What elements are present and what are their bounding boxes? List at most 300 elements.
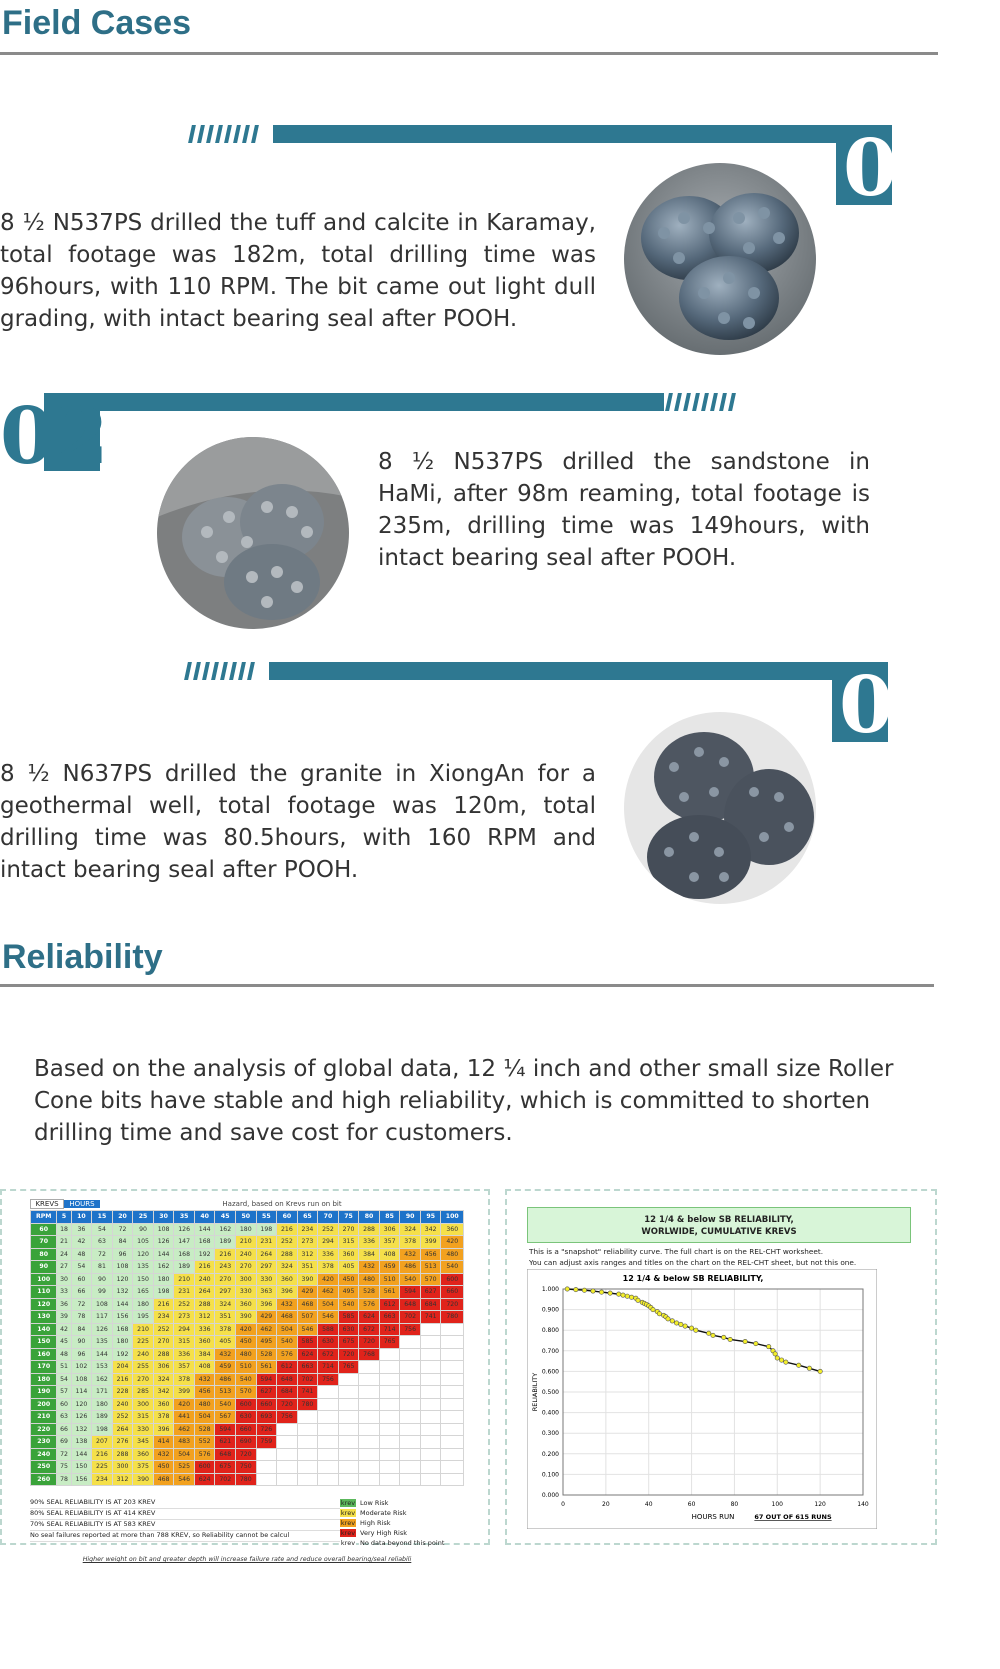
y-tick-label: 0.000 — [541, 1492, 559, 1499]
hazard-cell: 456 — [194, 1386, 215, 1399]
hazard-cell — [256, 1448, 277, 1461]
hazard-row — [31, 1386, 464, 1399]
hazard-cell: 363 — [256, 1286, 277, 1299]
rpm-cell: 80 — [31, 1248, 57, 1261]
hazard-cell: 648 — [215, 1448, 236, 1461]
hazard-row — [31, 1336, 464, 1349]
hazard-cell — [379, 1461, 400, 1474]
hazard-cell: 714 — [379, 1323, 400, 1336]
hazard-cell: 624 — [194, 1473, 215, 1486]
field-cases-title: Field Cases — [2, 4, 191, 42]
hazard-row — [31, 1461, 464, 1474]
legend-label: Low Risk — [360, 1499, 389, 1507]
hazard-cell: 171 — [92, 1386, 113, 1399]
x-axis-label: HOURS RUN — [691, 1513, 735, 1521]
case-2-bit-photo — [157, 437, 349, 629]
hazard-cell: 162 — [215, 1223, 236, 1236]
hazard-cell: 495 — [256, 1336, 277, 1349]
hazard-cell: 180 — [236, 1223, 257, 1236]
case-3-text: 8 ½ N637PS drilled the granite in XiongAn for a geothermal well, total footage was 120m, total drilling time was 80.5hours, with 160 RPM and intact bearing seal after POOH. — [0, 761, 596, 883]
hazard-cell: 375 — [133, 1461, 154, 1474]
hazard-cell: 195 — [133, 1311, 154, 1324]
hazard-cell — [338, 1461, 359, 1474]
hazard-cell — [441, 1398, 464, 1411]
hazard-cell: 306 — [153, 1361, 174, 1374]
case-1-number-text: 01 — [843, 123, 952, 214]
hazard-cell — [359, 1411, 380, 1424]
hazard-cell: 600 — [441, 1273, 464, 1286]
hazard-cell: 390 — [297, 1273, 318, 1286]
hazard-cell: 90 — [133, 1223, 154, 1236]
hazard-cell: 765 — [338, 1361, 359, 1374]
hazard-cell: 720 — [359, 1336, 380, 1349]
krevs-label: KREVS — [30, 1199, 64, 1209]
hazard-table-header — [30, 1199, 464, 1209]
reliability-point — [773, 1352, 777, 1356]
hazard-cell: 51 — [57, 1361, 71, 1374]
hours-header-cell: 100 — [441, 1211, 464, 1224]
hazard-row — [31, 1411, 464, 1424]
hazard-cell: 504 — [277, 1323, 298, 1336]
hazard-cell: 336 — [359, 1236, 380, 1249]
hazard-cell: 768 — [359, 1348, 380, 1361]
hazard-cell: 756 — [400, 1323, 421, 1336]
hazard-cell: 405 — [338, 1261, 359, 1274]
hazard-cell: 138 — [71, 1436, 92, 1449]
hazard-cell: 48 — [57, 1348, 71, 1361]
reliability-point — [784, 1360, 788, 1364]
hazard-cell: 630 — [318, 1336, 339, 1349]
hazard-cell: 540 — [277, 1336, 298, 1349]
hazard-cell — [379, 1411, 400, 1424]
hazard-cell: 378 — [174, 1373, 195, 1386]
hazard-cell: 120 — [71, 1398, 92, 1411]
hazard-cell — [359, 1436, 380, 1449]
rpm-cell: 260 — [31, 1473, 57, 1486]
hazard-cell: 429 — [297, 1286, 318, 1299]
hazard-cell — [441, 1461, 464, 1474]
hazard-cell: 54 — [57, 1373, 71, 1386]
hazard-cell: 468 — [153, 1473, 174, 1486]
rpm-cell: 250 — [31, 1461, 57, 1474]
hazard-cell: 54 — [92, 1223, 113, 1236]
hazard-title: Hazard, based on Krevs run on bit — [222, 1200, 342, 1208]
hazard-row — [31, 1436, 464, 1449]
hazard-cell: 168 — [112, 1323, 133, 1336]
legend-item — [340, 1528, 464, 1538]
hazard-cell: 390 — [133, 1473, 154, 1486]
hazard-cell — [359, 1386, 380, 1399]
reliability-point — [657, 1312, 661, 1316]
hazard-cell: 378 — [318, 1261, 339, 1274]
hazard-cell: 420 — [236, 1323, 257, 1336]
reliability-point — [683, 1324, 687, 1328]
hazard-cell: 741 — [297, 1386, 318, 1399]
hazard-cell — [277, 1436, 298, 1449]
hazard-cell — [441, 1323, 464, 1336]
hazard-cell: 528 — [359, 1286, 380, 1299]
hazard-cell: 540 — [215, 1398, 236, 1411]
legend-item — [340, 1508, 464, 1518]
hazard-cell: 189 — [92, 1411, 113, 1424]
hazard-cell — [441, 1423, 464, 1436]
x-tick-label: 40 — [644, 1501, 653, 1508]
hazard-cell: 216 — [277, 1223, 298, 1236]
legend-swatch: krev — [340, 1529, 356, 1537]
hazard-cell: 294 — [174, 1323, 195, 1336]
hazard-cell — [379, 1398, 400, 1411]
hazard-cell: 468 — [277, 1311, 298, 1324]
hazard-cell: 144 — [112, 1298, 133, 1311]
hazard-cell: 600 — [194, 1461, 215, 1474]
hazard-cell: 684 — [277, 1386, 298, 1399]
hazard-cell: 240 — [133, 1348, 154, 1361]
hazard-cell: 627 — [256, 1386, 277, 1399]
hazard-cell — [318, 1386, 339, 1399]
hazard-cell: 360 — [153, 1398, 174, 1411]
sheet-header-line1: 12 1/4 & below SB RELIABILITY, — [644, 1215, 794, 1225]
hazard-cell: 270 — [236, 1261, 257, 1274]
hazard-row — [31, 1236, 464, 1249]
legend-swatch: krev — [340, 1499, 356, 1507]
hazard-cell: 396 — [153, 1423, 174, 1436]
hazard-cell: 180 — [153, 1273, 174, 1286]
hazard-cell: 495 — [338, 1286, 359, 1299]
hazard-cell: 216 — [112, 1373, 133, 1386]
hazard-cell: 30 — [57, 1273, 71, 1286]
hazard-cell — [359, 1473, 380, 1486]
hazard-cell: 24 — [57, 1248, 71, 1261]
reliability-point — [621, 1293, 625, 1297]
hazard-cell: 330 — [133, 1423, 154, 1436]
hazard-cell: 300 — [236, 1273, 257, 1286]
sheet-note-line1: This is a "snapshot" reliability curve. The full chart is on the REL-CHT worksheet. — [529, 1247, 824, 1256]
hazard-table-area — [30, 1199, 464, 1563]
hazard-cell: 456 — [420, 1248, 441, 1261]
hazard-cell: 192 — [194, 1248, 215, 1261]
hazard-cell: 540 — [236, 1373, 257, 1386]
hazard-table-frame — [0, 1189, 490, 1563]
hazard-cell — [420, 1373, 441, 1386]
hazard-cell: 81 — [92, 1261, 113, 1274]
reliability-chart — [527, 1269, 877, 1529]
hazard-cell: 39 — [57, 1311, 71, 1324]
legend-item — [340, 1518, 464, 1528]
hazard-cell: 180 — [92, 1398, 113, 1411]
hazard-cell: 60 — [71, 1273, 92, 1286]
hazard-cell: 405 — [215, 1336, 236, 1349]
hazard-cell — [420, 1436, 441, 1449]
hazard-cell: 36 — [71, 1223, 92, 1236]
hazard-cell: 510 — [379, 1273, 400, 1286]
reliability-point — [629, 1295, 633, 1299]
hazard-cell — [379, 1386, 400, 1399]
hazard-cell: 204 — [112, 1361, 133, 1374]
hazard-cell — [420, 1473, 441, 1486]
hazard-cell: 288 — [359, 1223, 380, 1236]
case-3-hatch — [186, 662, 253, 680]
hazard-footer: Higher weight on bit and greater depth will increase failure rate and reduce overall bearing/seal reliabili — [82, 1556, 412, 1563]
hours-header-cell: 60 — [277, 1211, 298, 1224]
hazard-row — [31, 1348, 464, 1361]
case-2-text: 8 ½ N537PS drilled the sandstone in HaMi, after 98m reaming, total footage is 235m, drilling time was 149hours, with intact bearing seal after POOH. — [378, 449, 870, 571]
hazard-cell: 585 — [297, 1336, 318, 1349]
reliability-point — [608, 1291, 612, 1295]
hazard-cell: 450 — [338, 1273, 359, 1286]
hazard-cell: 288 — [194, 1298, 215, 1311]
hazard-cell — [338, 1411, 359, 1424]
hazard-cell: 630 — [338, 1323, 359, 1336]
hazard-cell: 324 — [277, 1261, 298, 1274]
hazard-cell: 273 — [297, 1236, 318, 1249]
hazard-notes — [30, 1498, 340, 1548]
hazard-cell: 342 — [153, 1386, 174, 1399]
case-2-hatch — [667, 393, 734, 411]
hazard-cell: 72 — [71, 1298, 92, 1311]
rpm-cell: 220 — [31, 1423, 57, 1436]
hazard-cell: 612 — [277, 1361, 298, 1374]
reliability-point — [754, 1341, 758, 1345]
hazard-cell: 117 — [92, 1311, 113, 1324]
hazard-cell: 780 — [441, 1311, 464, 1324]
reliability-point — [617, 1292, 621, 1296]
hazard-cell: 450 — [236, 1336, 257, 1349]
hazard-row — [31, 1311, 464, 1324]
hazard-cell: 690 — [236, 1436, 257, 1449]
legend-item — [340, 1498, 464, 1508]
hazard-cell: 360 — [133, 1448, 154, 1461]
hazard-cell: 432 — [153, 1448, 174, 1461]
hazard-cell: 486 — [215, 1373, 236, 1386]
legend-item — [340, 1538, 464, 1548]
hazard-cell — [359, 1361, 380, 1374]
hazard-cell — [400, 1348, 421, 1361]
hours-header-cell: 75 — [338, 1211, 359, 1224]
hazard-cell: 144 — [194, 1223, 215, 1236]
hazard-cell: 759 — [256, 1436, 277, 1449]
hazard-cell — [277, 1461, 298, 1474]
hazard-cell: 408 — [194, 1361, 215, 1374]
hazard-cell: 264 — [112, 1423, 133, 1436]
hazard-cell: 66 — [57, 1423, 71, 1436]
rpm-cell: 110 — [31, 1286, 57, 1299]
hazard-cell: 660 — [256, 1398, 277, 1411]
hazard-row — [31, 1298, 464, 1311]
reliability-point — [711, 1333, 715, 1337]
hazard-cell: 243 — [215, 1261, 236, 1274]
hazard-cell: 399 — [174, 1386, 195, 1399]
hazard-cell: 168 — [174, 1248, 195, 1261]
hazard-cell: 561 — [256, 1361, 277, 1374]
hazard-cell: 432 — [194, 1373, 215, 1386]
reliability-point — [722, 1335, 726, 1339]
hazard-cell: 342 — [420, 1223, 441, 1236]
hazard-cell: 672 — [359, 1323, 380, 1336]
hazard-cell: 450 — [153, 1461, 174, 1474]
hazard-cell — [277, 1448, 298, 1461]
hazard-cell: 216 — [194, 1261, 215, 1274]
hazard-cell: 360 — [194, 1336, 215, 1349]
hazard-cell: 429 — [256, 1311, 277, 1324]
legend-swatch: krev — [340, 1519, 356, 1527]
hazard-cell: 312 — [112, 1473, 133, 1486]
hazard-cell: 153 — [92, 1361, 113, 1374]
hazard-cell: 90 — [92, 1273, 113, 1286]
hazard-note: 80% SEAL RELIABILITY IS AT 414 KREV — [30, 1509, 340, 1520]
hazard-cell: 234 — [153, 1311, 174, 1324]
hazard-cell — [379, 1348, 400, 1361]
hazard-cell — [400, 1373, 421, 1386]
hours-header-cell: 55 — [256, 1211, 277, 1224]
field-cases-rule — [0, 52, 938, 55]
y-tick-label: 0.100 — [541, 1471, 559, 1479]
hazard-cell: 576 — [194, 1448, 215, 1461]
hazard-cell: 360 — [441, 1223, 464, 1236]
hazard-cell: 324 — [153, 1373, 174, 1386]
hours-header-cell: 90 — [400, 1211, 421, 1224]
hazard-cell: 336 — [194, 1323, 215, 1336]
hazard-cell: 360 — [236, 1298, 257, 1311]
hazard-cell: 264 — [256, 1248, 277, 1261]
hazard-cell: 57 — [57, 1386, 71, 1399]
hazard-cell — [297, 1461, 318, 1474]
hazard-row — [31, 1248, 464, 1261]
hazard-cell: 180 — [112, 1336, 133, 1349]
reliability-point — [565, 1287, 569, 1291]
hazard-cell: 408 — [379, 1248, 400, 1261]
hazard-cell: 780 — [236, 1473, 257, 1486]
rpm-cell: 120 — [31, 1298, 57, 1311]
hazard-cell: 336 — [318, 1248, 339, 1261]
case-2-number-text: 02 — [0, 391, 109, 482]
hazard-cell: 360 — [338, 1248, 359, 1261]
hours-header-cell: 5 — [57, 1211, 71, 1224]
hazard-cell: 102 — [71, 1361, 92, 1374]
hours-header-cell: 65 — [297, 1211, 318, 1224]
hazard-cell: 780 — [297, 1398, 318, 1411]
reliability-point — [797, 1363, 801, 1367]
hazard-cell — [441, 1373, 464, 1386]
hazard-cell: 441 — [174, 1411, 195, 1424]
hazard-cell — [441, 1411, 464, 1424]
hazard-cell: 552 — [194, 1436, 215, 1449]
hazard-cell — [338, 1398, 359, 1411]
hazard-cell — [379, 1448, 400, 1461]
hazard-cell: 225 — [133, 1336, 154, 1349]
y-tick-label: 0.800 — [541, 1327, 559, 1335]
reliability-sheet-frame — [505, 1189, 937, 1545]
hazard-cell: 588 — [318, 1323, 339, 1336]
y-tick-label: 0.200 — [541, 1450, 559, 1458]
hazard-cell: 624 — [297, 1348, 318, 1361]
y-tick-label: 0.700 — [541, 1347, 559, 1355]
hazard-cell: 693 — [256, 1411, 277, 1424]
hazard-cell: 570 — [236, 1386, 257, 1399]
hazard-cell: 294 — [318, 1236, 339, 1249]
hazard-cell: 420 — [174, 1398, 195, 1411]
hazard-cell: 108 — [112, 1261, 133, 1274]
hazard-cell: 210 — [174, 1273, 195, 1286]
hazard-cell: 663 — [297, 1361, 318, 1374]
hazard-cell: 765 — [379, 1336, 400, 1349]
hazard-cell: 378 — [153, 1411, 174, 1424]
hazard-cell: 594 — [256, 1373, 277, 1386]
hazard-cell — [318, 1436, 339, 1449]
hazard-cell: 486 — [400, 1261, 421, 1274]
hazard-cell — [420, 1423, 441, 1436]
hazard-cell: 84 — [112, 1236, 133, 1249]
hazard-cell: 216 — [215, 1248, 236, 1261]
hazard-cell: 351 — [297, 1261, 318, 1274]
hazard-cell: 126 — [71, 1411, 92, 1424]
x-tick-label: 0 — [561, 1501, 565, 1508]
hazard-cell: 384 — [194, 1348, 215, 1361]
chart-title: 12 1/4 & below SB RELIABILITY, — [622, 1274, 764, 1283]
hazard-cell: 756 — [277, 1411, 298, 1424]
hazard-cell: 234 — [297, 1223, 318, 1236]
hazard-cell: 273 — [174, 1311, 195, 1324]
hazard-cell: 336 — [174, 1348, 195, 1361]
sheet-header-line2: WORLWIDE, CUMULATIVE KREVS — [641, 1227, 797, 1237]
hazard-cell: 96 — [112, 1248, 133, 1261]
hazard-cell: 48 — [71, 1248, 92, 1261]
hours-header-cell: 95 — [420, 1211, 441, 1224]
hazard-cell: 315 — [133, 1411, 154, 1424]
hazard-cell: 702 — [215, 1473, 236, 1486]
hours-header-cell: 50 — [236, 1211, 257, 1224]
hours-header-cell: 20 — [112, 1211, 133, 1224]
hazard-legend — [340, 1498, 464, 1548]
hazard-cell: 351 — [215, 1311, 236, 1324]
hazard-cell: 720 — [277, 1398, 298, 1411]
hazard-cell: 252 — [277, 1236, 298, 1249]
hazard-cell: 480 — [236, 1348, 257, 1361]
hazard-cell: 240 — [236, 1248, 257, 1261]
hazard-cell: 483 — [174, 1436, 195, 1449]
hazard-cell: 120 — [112, 1273, 133, 1286]
hazard-cell: 384 — [359, 1248, 380, 1261]
hazard-cell: 504 — [318, 1298, 339, 1311]
hazard-cell — [441, 1336, 464, 1349]
hazard-cell — [400, 1386, 421, 1399]
runs-label: 67 OUT OF 615 RUNS — [754, 1513, 832, 1521]
hazard-cell: 63 — [92, 1236, 113, 1249]
hazard-row — [31, 1261, 464, 1274]
case-3-number — [839, 660, 948, 751]
case-1-bit-photo — [624, 163, 816, 355]
rpm-cell: 150 — [31, 1336, 57, 1349]
hazard-cell: 720 — [338, 1348, 359, 1361]
hazard-cell — [420, 1461, 441, 1474]
hazard-cell: 594 — [215, 1423, 236, 1436]
reliability-rule — [0, 984, 934, 987]
reliability-point — [625, 1294, 629, 1298]
rpm-cell: 180 — [31, 1373, 57, 1386]
hours-header-cell: 25 — [133, 1211, 154, 1224]
x-tick-label: 140 — [857, 1501, 869, 1508]
hazard-cell: 513 — [420, 1261, 441, 1274]
hazard-cell: 675 — [215, 1461, 236, 1474]
hazard-cell: 627 — [420, 1286, 441, 1299]
rpm-cell: 100 — [31, 1273, 57, 1286]
reliability-point — [574, 1287, 578, 1291]
hazard-cell: 63 — [57, 1411, 71, 1424]
y-tick-label: 0.500 — [541, 1389, 559, 1396]
hazard-row — [31, 1448, 464, 1461]
hazard-row — [31, 1323, 464, 1336]
hazard-cell: 594 — [400, 1286, 421, 1299]
reliability-point — [707, 1331, 711, 1335]
